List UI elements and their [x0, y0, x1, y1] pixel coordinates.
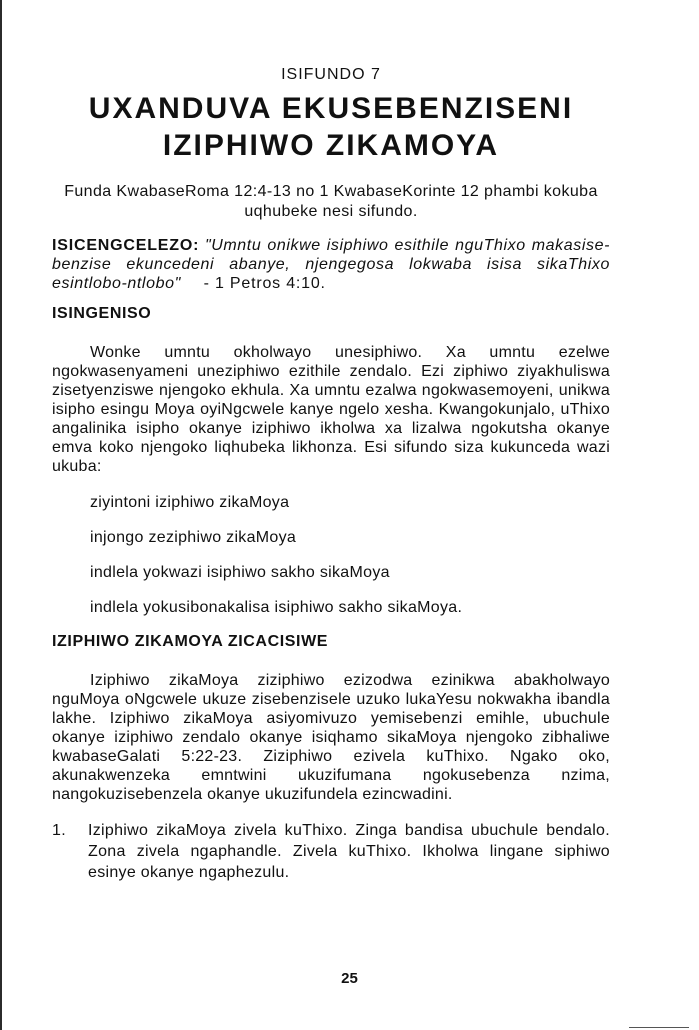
learning-objective: indlela yokwazi isiphiwo sakho sikaMoya [90, 564, 390, 581]
section-heading: IZIPHIWO ZIKAMOYA ZICACISIWE [52, 633, 329, 650]
introduction-heading: ISINGENISO [52, 305, 152, 322]
introduction-paragraph: Wonke umntu okholwayo unesiphiwo. Xa umntu ezelwe ngokwasenyameni uneziphiwo ezithile zendalo. Ezi ziphiwo ziyakhuliswa zisetyenziswe njengoko ekhula. Xa umntu ezalwa ngokwasemoyeni, unikwa isipho esingu Moya oyiNgcwele kanye ngelo xesha. Kwangokunjalo, uThixo angalinika isipho okanye iziphiwo ikholwa xa lizalwa ngokutsha okanye emva koko njengoko liqhubeka likhonza. Esi sifundo siza kukunceda wazi ukuba: [52, 344, 610, 475]
learning-objectives [52, 493, 610, 617]
numbered-list [52, 820, 610, 883]
memory-verse [52, 236, 610, 293]
lesson-title-line-2: IZIPHIWO ZIKAMOYA [162, 129, 500, 162]
memory-verse-reference: - 1 Petros 4:10. [203, 275, 326, 292]
numbered-item-text: Iziphiwo zikaMoya zivela kuThixo. Zinga bandisa ubuchule bendalo. Zona zivela ngaphandle. Zivela kuThixo. Ikholwa lingane siphiwo esinye okanye ngaphezulu. [88, 822, 610, 881]
numbered-item-number: 1. [52, 822, 66, 839]
memory-verse-label: ISICENGCELEZO: [52, 237, 200, 254]
page-edge-left [0, 0, 2, 1030]
numbered-item [52, 820, 610, 883]
lesson-title [52, 90, 610, 164]
lesson-title-line-1: UXANDUVA EKUSEBENZISENI [88, 92, 574, 125]
section-paragraph: Iziphiwo zikaMoya ziziphiwo ezizodwa ezinikwa abakholwayo nguMoya oNgcwele ukuze zisebenzisele uzuko lukaYesu nokwakha ibandla lakhe. Iziphiwo zikaMoya asiyomivuzo yemisebenzi emihle, ubuchule okanye iziphiwo zendalo okanye isiqhamo sikaMoya njengoko zibhaliwe kwabaseGalati 5:22-23. Ziziphiwo ezivela kuThixo. Ngako oko, akunakwenzeka emntwini ukuzifumana ngokusebenza nzima, nangokuzisebenzela okanye ukuzifundela ezincwadini. [52, 672, 610, 803]
learning-objective: injongo zeziphiwo zikaMoya [90, 529, 297, 546]
memory-verse-quote: "Umntu onikwe isiphiwo esithile nguThixo makasise- benzise ekuncedeni abanye, njengegosa lokwaba isisa sikaThixo esintlobo-ntlobo" [52, 237, 611, 292]
reading-instruction: Funda KwabaseRoma 12:4-13 no 1 KwabaseKorinte 12 phambi kokuba uqhubeke nesi sifundo. [64, 183, 598, 220]
learning-objective: indlela yokusibonakalisa isiphiwo sakho sikaMoya. [90, 599, 463, 616]
learning-objective: ziyintoni iziphiwo zikaMoya [90, 494, 290, 511]
lesson-label: ISIFUNDO 7 [281, 66, 381, 83]
document-page [52, 66, 610, 883]
page-number: 25 [341, 970, 358, 987]
page-edge-bottom [629, 1027, 689, 1028]
